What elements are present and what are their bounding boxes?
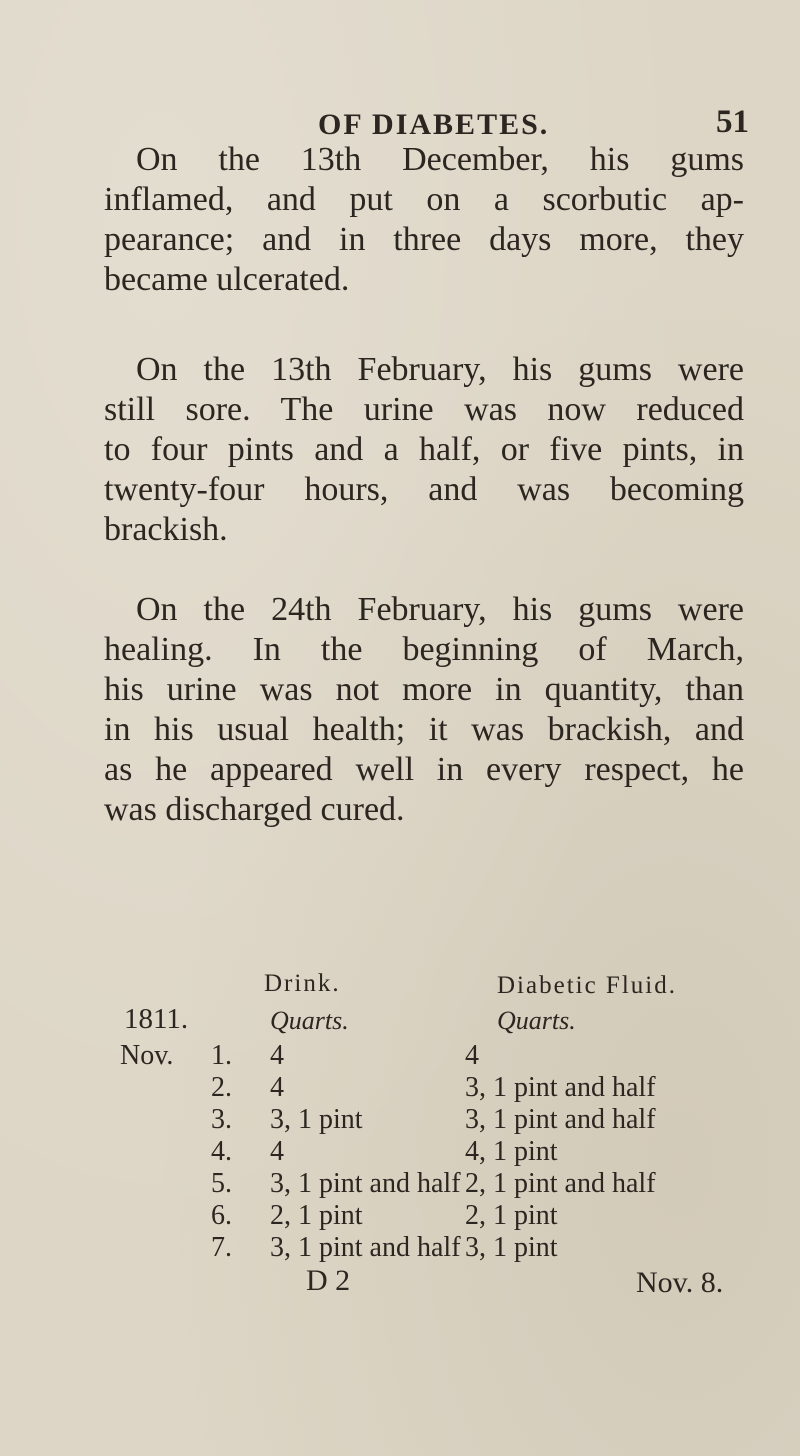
paragraph-2 <box>104 350 744 550</box>
table-row <box>120 1136 760 1168</box>
row-day: 6. <box>211 1200 232 1231</box>
paragraph-line: twenty-four hours, and was becoming <box>104 471 744 508</box>
row-drink: 4 <box>270 1072 284 1103</box>
table-row <box>120 1104 760 1136</box>
row-drink: 2, 1 pint <box>270 1200 363 1231</box>
row-drink: 3, 1 pint and half <box>270 1168 461 1199</box>
row-fluid: 3, 1 pint and half <box>465 1104 656 1135</box>
paragraph-line: On the 13th February, his gums were <box>136 351 744 388</box>
paragraph-line: became ulcerated. <box>104 261 350 298</box>
paragraph-line: inflamed, and put on a scorbutic ap- <box>104 181 744 218</box>
row-fluid: 4, 1 pint <box>465 1136 558 1167</box>
signature-mark: D 2 <box>306 1264 351 1297</box>
column-header-drink: Drink. <box>264 970 341 997</box>
catchword: Nov. 8. <box>636 1266 724 1299</box>
row-fluid: 3, 1 pint and half <box>465 1072 656 1103</box>
table-row <box>120 1072 760 1104</box>
row-drink: 4 <box>270 1136 284 1167</box>
row-drink: 4 <box>270 1040 284 1071</box>
paragraph-line: his urine was not more in quantity, than <box>104 671 744 708</box>
paragraph-line: to four pints and a half, or five pints, in <box>104 431 744 468</box>
paragraph-line: still sore. The urine was now reduced <box>104 391 744 428</box>
paragraph-line: healing. In the beginning of March, <box>104 631 744 668</box>
page-number: 51 <box>716 104 749 140</box>
row-drink: 3, 1 pint and half <box>270 1232 461 1263</box>
column-header-diabetic-fluid: Diabetic Fluid. <box>497 972 677 999</box>
row-day: 4. <box>211 1136 232 1167</box>
year-label: 1811. <box>124 1003 189 1035</box>
units-fluid: Quarts. <box>497 1006 576 1035</box>
row-day: 2. <box>211 1072 232 1103</box>
paragraph-line: was discharged cured. <box>104 791 405 828</box>
paragraph-line: pearance; and in three days more, they <box>104 221 744 258</box>
paragraph-1 <box>104 140 744 300</box>
table-row <box>120 1040 760 1072</box>
paragraph-3 <box>104 590 744 830</box>
row-day: 5. <box>211 1168 232 1199</box>
table-row <box>120 1168 760 1200</box>
row-day: 1. <box>211 1040 232 1071</box>
row-fluid: 4 <box>465 1040 479 1071</box>
row-drink: 3, 1 pint <box>270 1104 363 1135</box>
row-month: Nov. <box>120 1040 174 1071</box>
paragraph-line: On the 13th December, his gums <box>136 141 744 178</box>
row-fluid: 2, 1 pint and half <box>465 1168 656 1199</box>
units-drink: Quarts. <box>270 1006 349 1035</box>
row-day: 3. <box>211 1104 232 1135</box>
running-head: OF DIABETES. <box>318 108 550 141</box>
table-row <box>120 1232 760 1264</box>
paragraph-line: On the 24th February, his gums were <box>136 591 744 628</box>
table-row <box>120 1200 760 1232</box>
row-day: 7. <box>211 1232 232 1263</box>
paragraph-line: brackish. <box>104 511 228 548</box>
row-fluid: 3, 1 pint <box>465 1232 558 1263</box>
paragraph-line: in his usual health; it was brackish, and <box>104 711 744 748</box>
row-fluid: 2, 1 pint <box>465 1200 558 1231</box>
paragraph-line: as he appeared well in every respect, he <box>104 751 744 788</box>
